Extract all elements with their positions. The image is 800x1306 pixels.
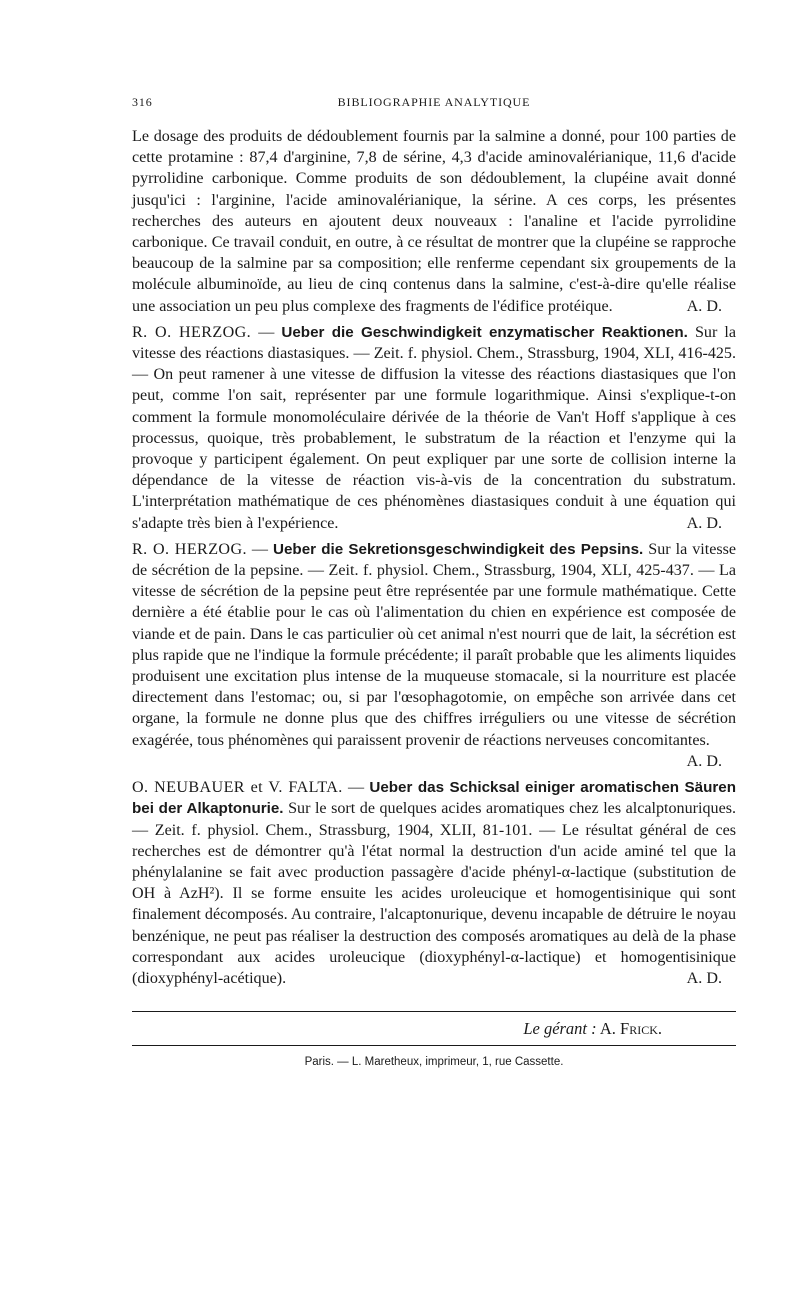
article-neubauer-falta	[132, 777, 736, 989]
page	[132, 92, 736, 1074]
article-author: R. O. HERZOG.	[132, 540, 247, 558]
article-herzog-pepsin	[132, 539, 736, 772]
signature: A. D.	[686, 514, 722, 532]
article-body	[132, 126, 736, 317]
article-body	[132, 777, 736, 989]
running-title: BIBLIOGRAPHIE ANALYTIQUE	[337, 95, 531, 109]
article-text: Sur la vitesse des réactions diastasiques. — Zeit. f. physiol. Chem., Strassburg, 1904, XLI, 416-425. — On peut ramener à une vitesse de diffusion la vitesse des réactions diastasiques que l'on peut, comme l'on sait, représenter par une formule logarithmique. Ainsi s'explique-t-on comment la formule monomoléculaire dérivée de la théorie de Van't Hoff s'applique à ces processus, quoique, très probablement, le substratum de la réaction et l'enzyme qui la provoque y participent également. On peut expliquer par une sorte de collision interne la dépendance de la vitesse de réaction vis-à-vis de la concentration du substratum. L'interprétation mathématique de ces phénomènes diastasiques conduit à une équation qui s'adapte très bien à l'expérience.	[132, 323, 737, 532]
article-body	[132, 539, 737, 770]
article-text: Le dosage des produits de dédoublement fournis par la salmine a donné, pour 100 parties de cette protamine : 87,4 d'arginine, 7,8 de sérine, 4,3 d'acide aminovalérianique, 11,6 d'acide pyrrolidine carbonique. Comme produits de son dédoublement, la clupéine avait donné jusqu'ici : l'arginine, l'acide aminovalérianique, la sérine. A ces corps, les présentes recherches des auteurs en ajoutent deux nouveaux : l'analine et l'acide pyrrolidine carbonique. Ce travail conduit, en outre, à ce résultat de montrer que la clupéine se rapproche beaucoup de la salmine par sa composition; elle renferme cependant six groupements de la molécule albuminoïde, au lieu de cinq contenus dans la salmine, c'est-à-dire qu'elle réalise une association un peu plus complexe des fragments de l'édifice protéique.	[132, 128, 736, 315]
article-text: Sur la vitesse de sécrétion de la pepsine. — Zeit. f. physiol. Chem., Strassburg, 1904, XLI, 425-437. — La vitesse de sécrétion de la pepsine peut être représentée par une formule mathématique. Cette dernière a été établie pour le cas où l'alimentation du chien en expérience est composée de viande et de pain. Dans le cas particulier où cet animal n'est nourri que de lait, la sécrétion est plus rapide que ne l'indique la formule précédente; il paraît probable que les aliments liquides produisent une excitation plus intense de la muqueuse stomacale, si la nourriture est placée directement dans l'estomac; ou, si par l'œsophagotomie, on empêche son arrivée dans cet organe, la formule ne donne plus que des chiffres irréguliers ou une vitesse de sécrétion exagérée, tous phénomènes qui paraissent provenir de réactions nerveuses concomitantes.	[132, 540, 737, 749]
article-body	[132, 322, 736, 534]
article-title: Ueber das Schicksal einiger aromatischen Säuren bei der Alkaptonurie.	[132, 779, 736, 818]
article-author: O. NEUBAUER et V. FALTA.	[132, 779, 343, 797]
article-herzog-enzymatic	[132, 322, 736, 534]
article-author: R. O. HERZOG.	[132, 323, 252, 341]
page-number: 316	[132, 95, 153, 109]
printer-imprint: Paris. — L. Maretheux, imprimeur, 1, rue Cassette.	[304, 1056, 564, 1069]
signature: A. D.	[686, 752, 722, 770]
article-title: Ueber die Geschwindigkeit enzymatischer Reaktionen.	[281, 323, 688, 341]
gerant-label: Le gérant :	[523, 1019, 597, 1039]
signature: A. D.	[686, 297, 722, 315]
gerant-name: A. Frick.	[596, 1019, 662, 1039]
gerant-line	[132, 1018, 736, 1039]
running-head	[132, 92, 736, 114]
footer-rule	[132, 1011, 736, 1012]
dash: —	[342, 779, 370, 797]
article-title: Ueber die Sekretionsgeschwindigkeit des Pepsins.	[273, 540, 644, 558]
printer-rule	[132, 1045, 736, 1046]
article-text: Sur le sort de quelques acides aromatiques chez les alcalptonuriques. — Zeit. f. physiol. Chem., Strassburg, 1904, XLII, 81-101. — Le résultat général de ces recherches est de démontrer qu'à l'état normal la destruction d'un acide aminé tel que la phénylalanine se fait avec production passagère d'acide phényl-α-lactique (substitution de OH à AzH²). Il se forme ensuite les acides uroleucique et homogentisinique qui sont finalement décomposés. Au contraire, l'alcaptonurique, devenu incapable de détruire le noyau benzénique, ne peut pas réaliser la destruction des composés aromatiques au delà de la phase correspondant aux acides uroleucique (dioxyphényl-α-lactique) et homogentisinique (dioxyphényl-acétique).	[132, 800, 736, 987]
dash: —	[246, 540, 274, 558]
dash: —	[251, 323, 282, 341]
article-salmine-continuation	[132, 126, 736, 317]
signature: A. D.	[686, 969, 722, 987]
